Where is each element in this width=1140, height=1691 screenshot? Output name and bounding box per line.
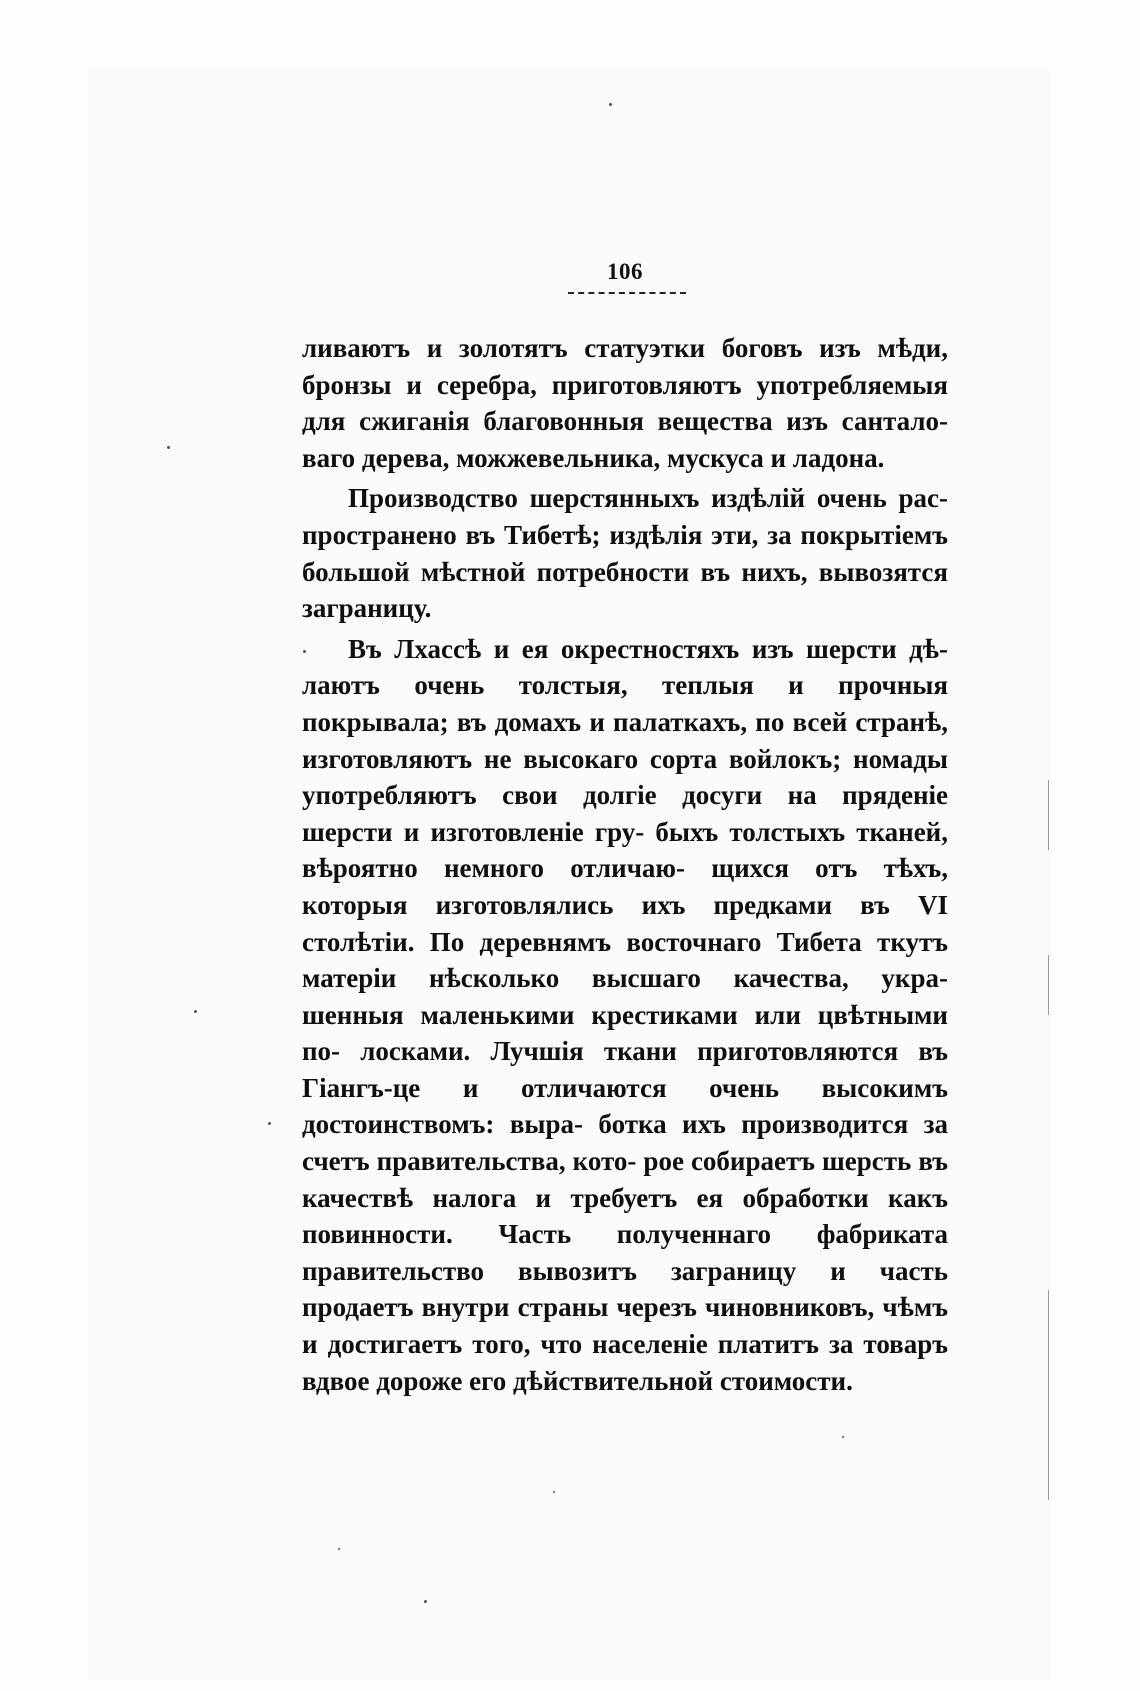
scan-speck [842,1436,844,1438]
scan-speck [194,1010,197,1013]
scan-edge-line [1048,780,1049,850]
paragraph-2: Производство шерстянныхъ издѣлій очень рас- пространено въ Тибетѣ; издѣлія эти, за покрытіемъ большой мѣстной потребности въ нихъ, вывозятся заграницу. [302,483,948,624]
paragraph-3: Въ Лхассѣ и ея окрестностяхъ изъ шерсти дѣ- лаютъ очень толстыя, теплыя и прочныя покрывала; въ домахъ и палаткахъ, по всей странѣ, изготовляютъ не высокаго сорта войлокъ; номады употребляютъ свои долгіе досуги на пряденіе шерсти и изготовленіе гру- быхъ толстыхъ тканей, вѣроятно немного отличаю- щихся отъ тѣхъ, которыя изготовлялись ихъ предками въ VI столѣтіи. По деревнямъ восточнаго Тибета ткутъ матеріи нѣсколько высшаго качества, укра- шенныя маленькими крестиками или цвѣтными по- лосками. Лучшія ткани приготовляются въ Гіангъ-це и отличаются очень высокимъ достоинствомъ: выра- ботка ихъ производится за счетъ правительства, кото- рое собираетъ шерсть въ качествѣ налога и требуетъ ея обработки какъ повинности. Часть полученнаго фабриката правительство вывозитъ заграницу и часть продаетъ внутри страны черезъ чиновниковъ, чѣмъ и достигаетъ того, что населеніе платитъ за товаръ вдвое дороже его дѣйствительной стоимости. [302,633,948,1396]
scan-speck [338,1548,340,1550]
page-number-rule [568,292,686,294]
paragraph-1: ливаютъ и золотятъ статуэтки боговъ изъ мѣди, бронзы и серебра, приготовляютъ употребляемыя для сжиганія благовонныя вещества изъ сантало- ваго дерева, можжевельника, мускуса и ладона. [302,333,948,473]
scan-edge-line [1048,1290,1049,1500]
scan-speck [167,446,170,449]
scan-speck [303,650,306,653]
body-text [302,330,948,1399]
scan-speck [268,1122,271,1125]
scan-speck [609,103,612,106]
page-number-header [560,260,690,284]
scan-speck [424,1600,427,1603]
page-number: 106 [607,259,643,284]
scan-edge-line [1048,955,1049,1015]
scan-speck [553,1491,555,1493]
